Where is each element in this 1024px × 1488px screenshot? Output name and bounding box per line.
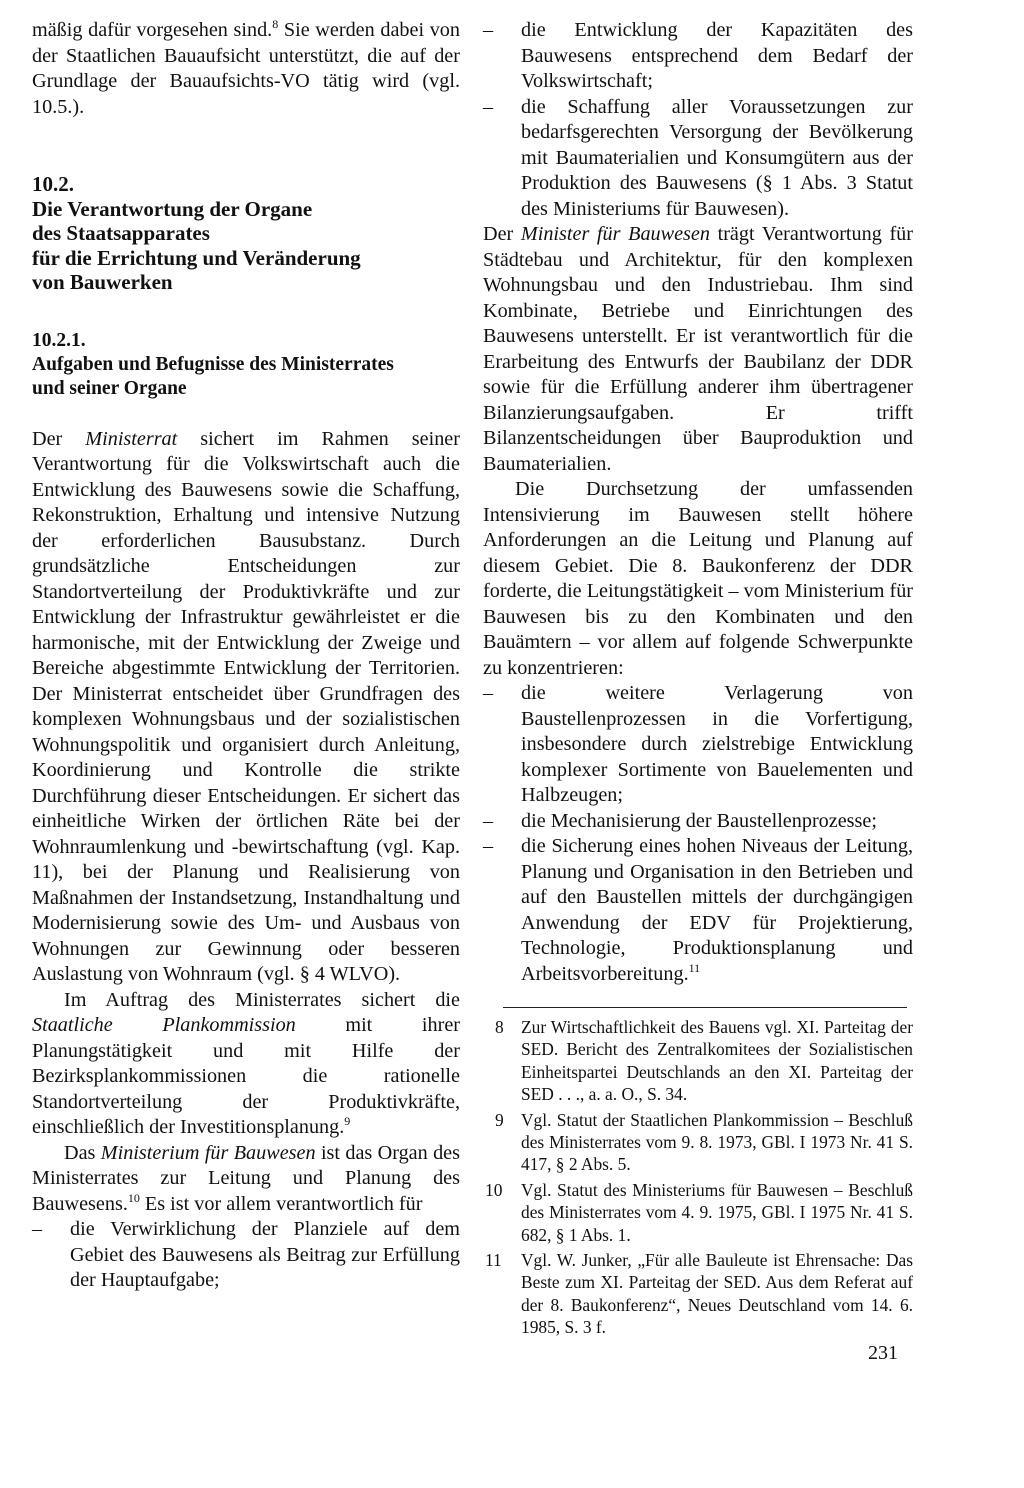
list-item: – die Mechanisierung der Baustellenprozesse; bbox=[483, 809, 877, 832]
page-number: 231 bbox=[868, 1342, 898, 1364]
footnote-ref-11[interactable]: 11 bbox=[688, 960, 701, 975]
paragraph-ministerrat: Der Ministerrat sichert im Rahmen seiner Verantwortung für die Volkswirtschaft auch die Entwicklung des Bauwesens sowie die Schaffung, Rekonstruktion, Erhaltung und intensive Nutzung der erforderlichen Bausubstanz. Durch grundsätzliche Entscheidungen zur Standortverteilung der Produktivkräfte und zur Entwicklung der Infrastruktur gewährleistet er die harmonische, mit der Entwicklung der Zweige und Bereiche abgestimmte Entwicklung der Territorien. Der Ministerrat entscheidet über Grundfragen des komplexen Wohnungsbaus und der sozialistischen Wohnungspolitik und organisiert durch Anleitung, Koordinierung und Kontrolle die strikte Durchführung dieser Entscheidungen. Er sichert das einheitliche Wirken der örtlichen Räte bei der Wohnraumlenkung und -bewirtschaftung (vgl. Kap. 11), bei der Planung und Realisierung von Maßnahmen der Instandsetzung, Instandhaltung und Modernisierung sowie des Um- und Ausbaus von Wohnungen zur Gewinnung oder besseren Auslastung von Wohnraum (vgl. § 4 WLVO). bbox=[32, 427, 460, 986]
footnote: 11 Vgl. W. Junker, „Für alle Bauleute ist Ehrensache: Das Beste zum XI. Parteitag der SED. Aus dem Referat auf der 8. Baukonferenz“, Neues Deutschland vom 14. 6. 1985, S. 3 f. bbox=[485, 1250, 913, 1338]
section-number: 10.2. bbox=[32, 172, 74, 196]
list-item: – die Verwirklichung der Planziele auf dem Gebiet des Bauwesens als Beitrag zur Erfüllung der Hauptaufgabe; bbox=[32, 1218, 460, 1292]
paragraph-plankommission: Im Auftrag des Ministerrates sichert die Staatliche Plankommission mit ihrer Planungstätigkeit und mit Hilfe der Bezirksplankommissionen die rationelle Standortverteilung der Produktivkräfte, einschließlich der Investitionsplanung.$^9$ bbox=[32, 988, 460, 1139]
intro-paragraph: mäßig dafür vorgesehen sind.$^8$ Sie werden dabei von der Staatlichen Bauaufsicht unterstützt, die auf der Grundlage der Bauaufsichts-VO tätig wird (vgl. 10.5.). bbox=[32, 17, 460, 118]
list-item: – die Sicherung eines hohen Niveaus der Leitung, Planung und Organisation in den Betrieben und auf den Baustellen mittels der durchgängigen Anwendung der EDV für Projektierung, Technologie, Produktionsplanung und Arbeitsvorbereitung.$^{11}$ bbox=[483, 835, 913, 985]
footnote-ref-8[interactable]: 8 bbox=[272, 17, 279, 31]
footnote-ref-10[interactable]: 10 bbox=[127, 1190, 140, 1205]
list-item: – die Schaffung aller Voraussetzungen zur bedarfsgerechten Versorgung der Bevölkerung mit Baumaterialien und Konsumgütern aus der Produktion des Bauwesens (§ 1 Abs. 3 Statut des Ministeriums für Bauwesen). bbox=[483, 95, 913, 220]
section-heading bbox=[32, 172, 460, 295]
subsection-number: 10.2.1. bbox=[32, 329, 86, 351]
footnote-ref-9[interactable]: 9 bbox=[344, 1114, 351, 1129]
footnote: 10 Vgl. Statut des Ministeriums für Bauwesen – Beschluß des Ministerrates vom 4. 9. 1975, GBl. I 1975 Nr. 41 S. 682, § 1 Abs. 1. bbox=[485, 1179, 913, 1245]
paragraph-baukonferenz: Die Durchsetzung der umfassenden Intensivierung im Bauwesen stellt höhere Anforderungen an die Leitung und Planung auf diesem Gebiet. Die 8. Baukonferenz der DDR forderte, die Leitungstätigkeit – vom Ministerium für Bauwesen bis zu den Kombinaten und den Bauämtern – vor allem auf folgende Schwerpunkte zu konzentrieren: bbox=[483, 478, 914, 679]
subsection-title-line: Aufgaben und Befugnisse des Ministerrates bbox=[32, 353, 394, 375]
subsection-heading bbox=[32, 329, 460, 401]
footnote: 8 Zur Wirtschaftlichkeit des Bauens vgl. XI. Parteitag der SED. Bericht des Zentralkomitees der Sozialistischen Einheitspartei Deutschlands an den XI. Parteitag der SED . . ., a. a. O., S. 34. bbox=[495, 1017, 913, 1105]
footnotes bbox=[483, 1016, 913, 1339]
section-title-line: von Bauwerken bbox=[32, 270, 173, 295]
section-title-line: Die Verantwortung der Organe bbox=[32, 196, 313, 221]
left-column bbox=[32, 18, 460, 1294]
footnote-divider bbox=[503, 1007, 907, 1008]
subsection-title-line: und seiner Organe bbox=[32, 377, 187, 399]
list-item: – die weitere Verlagerung von Baustellenprozessen in die Vorfertigung, insbesondere durch zielstrebige Entwicklung komplexer Sortimente von Bauelementen und Halbzeugen; bbox=[483, 682, 913, 806]
right-column bbox=[483, 18, 913, 1342]
section-title-line: für die Errichtung und Veränderung bbox=[32, 245, 361, 270]
paragraph-minister: Der Minister für Bauwesen trägt Verantwortung für Städtebau und Architektur, für den komplexen Wohnungsbau und den Industriebau. Ihm sind Kombinate, Betriebe und Einrichtungen des Bauwesens unterstellt. Er ist verantwortlich für die Erarbeitung des Entwurfs der Baubilanz der DDR sowie für die Erfüllung anderer ihm übertragener Bilanzierungsaufgaben. Er trifft Bilanzentscheidungen über Bauproduktion und Baumaterialien. bbox=[483, 223, 913, 475]
paragraph-ministerium: Das Ministerium für Bauwesen ist das Organ des Ministerrates zur Leitung und Planung des Bauwesens.$^{10}$ Es ist vor allem verantwortlich für bbox=[32, 1141, 461, 1215]
list-item: – die Entwicklung der Kapazitäten des Bauwesens entsprechend dem Bedarf der Volkswirtschaft; bbox=[483, 19, 913, 92]
section-title-line: des Staatsapparates bbox=[32, 221, 210, 246]
footnote: 9 Vgl. Statut der Staatlichen Plankommission – Beschluß des Ministerrates vom 9. 8. 1973, GBl. I 1973 Nr. 41 S. 417, § 2 Abs. 5. bbox=[495, 1109, 913, 1175]
